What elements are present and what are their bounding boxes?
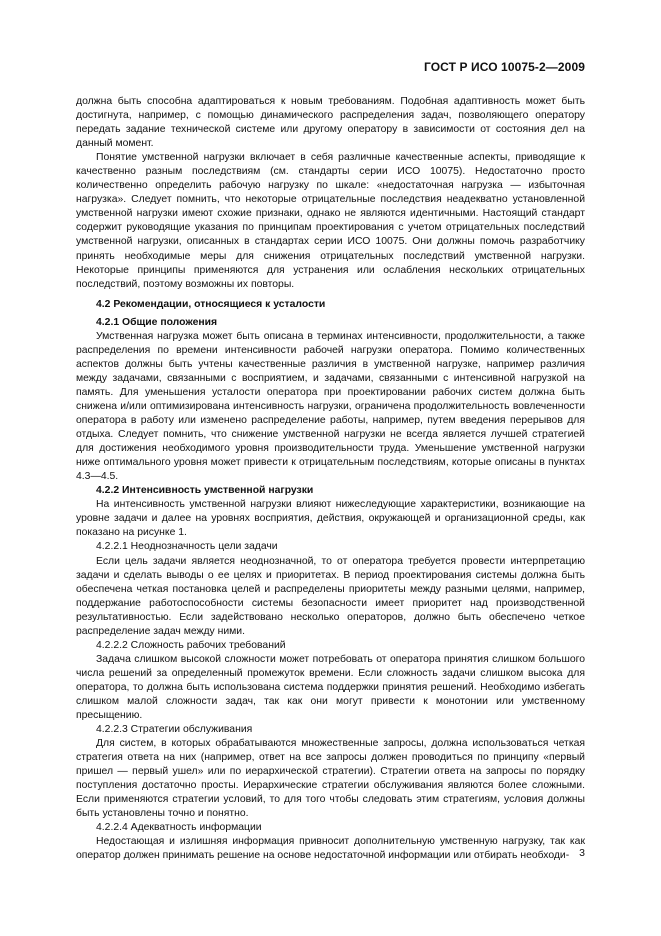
clause-heading: 4.2.2.2 Сложность рабочих требований bbox=[96, 639, 286, 651]
section-heading: 4.2 Рекомендации, относящиеся к усталости bbox=[96, 298, 326, 310]
paragraph: Для систем, в которых обрабатываются множественные запросы, должна использоваться четкая стратегия ответа на них (например, ответ на все запросы должен проводиться по принципу «первый пришел — первый ушел» или по иерархической стратегии). Стратегии ответа на запросы по порядку поступления достаточно просты. Иерархические стратегии обслуживания являются более сложными. Если применяются стратегии условий, то для того чтобы следовать этим стратегиям, условия должны быть установлены точно и понятно. bbox=[76, 738, 585, 820]
clause-heading: 4.2.2.1 Неоднозначность цели задачи bbox=[96, 541, 278, 553]
document-body bbox=[76, 95, 585, 864]
clause-heading: 4.2.2.4 Адекватность информации bbox=[96, 822, 262, 834]
paragraph: На интенсивность умственной нагрузки влияют нижеследующие характеристики, возникающие на уровне задачи и далее на уровнях восприятия, действия, окружающей и организационной среды, как показано на рисунке 1. bbox=[76, 499, 585, 539]
clause-heading: 4.2.2.3 Стратегии обслуживания bbox=[96, 724, 253, 736]
subsection-heading: 4.2.1 Общие положения bbox=[96, 316, 218, 328]
paragraph: Умственная нагрузка может быть описана в терминах интенсивности, продолжительности, а также распределения по времени интенсивности рабочей нагрузки оператора. Помимо количественных аспектов должны быть учтены качественные различия в умственной нагрузке, например различия между задачами, связанными с восприятием, и задачами, связанными с интенсивной нагрузкой на память. Для уменьшения усталости оператора при проектировании рабочих систем должна быть снижена и/или оптимизирована интенсивность нагрузки, ограничена продолжительность вовлеченности оператора в работу или изменено распределение работы, например, путем введения перерывов для отдыха. Следует помнить, что снижение умственной нагрузки не всегда является лучшей стратегией для достижения необходимого уровня производительности труда. Уменьшение умственной нагрузки ниже оптимального уровня может привести к отрицательным последствиям, которые описаны в пунктах 4.3—4.5. bbox=[76, 330, 585, 483]
paragraph: должна быть способна адаптироваться к новым требованиям. Подобная адаптивность может быть достигнута, например, с помощью динамического распределения задач, позволяющего оператору передать задание технической системе или другому оператору в зависимости от состояния дел на данный момент. bbox=[76, 96, 585, 150]
paragraph: Если цель задачи является неоднозначной, то от оператора требуется провести интерпретацию задачи и сделать выводы о ее целях и приоритетах. В период проектирования системы должна быть обеспечена четкая постановка целей и распределены приоритеты между разными целями, например, поддержание работоспособности системы безопасности имеет приоритет над производственной результативностью. Если задействовано несколько операторов, должно быть обеспечено четкое распределение задач между ними. bbox=[76, 555, 585, 637]
paragraph: Понятие умственной нагрузки включает в себя различные качественные аспекты, приводящие к качественно разным последствиям (см. стандарты серии ИСО 10075). Недостаточно просто количественно определить рабочую нагрузку по шкале: «недостаточная нагрузка — избыточная нагрузка». Следует помнить, что некоторые отрицательные последствия неадекватно установленной умственной нагрузки имеют схожие признаки, однако не являются идентичными. Настоящий стандарт содержит руководящие указания по принципам проектирования с учетом отрицательных последствий умственной нагрузки, описанных в стандартах серии ИСО 10075. Они должны помочь разработчику принять необходимые меры для снижения отрицательных последствий умственной нагрузки. Некоторые принципы применяются для устранения или ослабления нескольких отрицательных последствий, поэтому возможны их повторы. bbox=[76, 152, 585, 290]
page-number: 3 bbox=[579, 847, 585, 859]
paragraph: Недостающая и излишняя информация привносит дополнительную умственную нагрузку, так как оператор должен принимать решение на основе недостаточной информации или отбирать необходи- bbox=[76, 836, 585, 862]
subsection-heading: 4.2.2 Интенсивность умственной нагрузки bbox=[96, 485, 314, 497]
paragraph: Задача слишком высокой сложности может потребовать от оператора принятия слишком большого числа решений за определенный промежуток времени. Если сложность задачи слишком высока для оператора, то должна быть использована система поддержки принятия решений. Необходимо избегать слишком малой сложности задач, так как они могут привести к монотонии или умственному пресыщению. bbox=[76, 653, 585, 722]
document-header: ГОСТ Р ИСО 10075-2—2009 bbox=[423, 60, 585, 74]
